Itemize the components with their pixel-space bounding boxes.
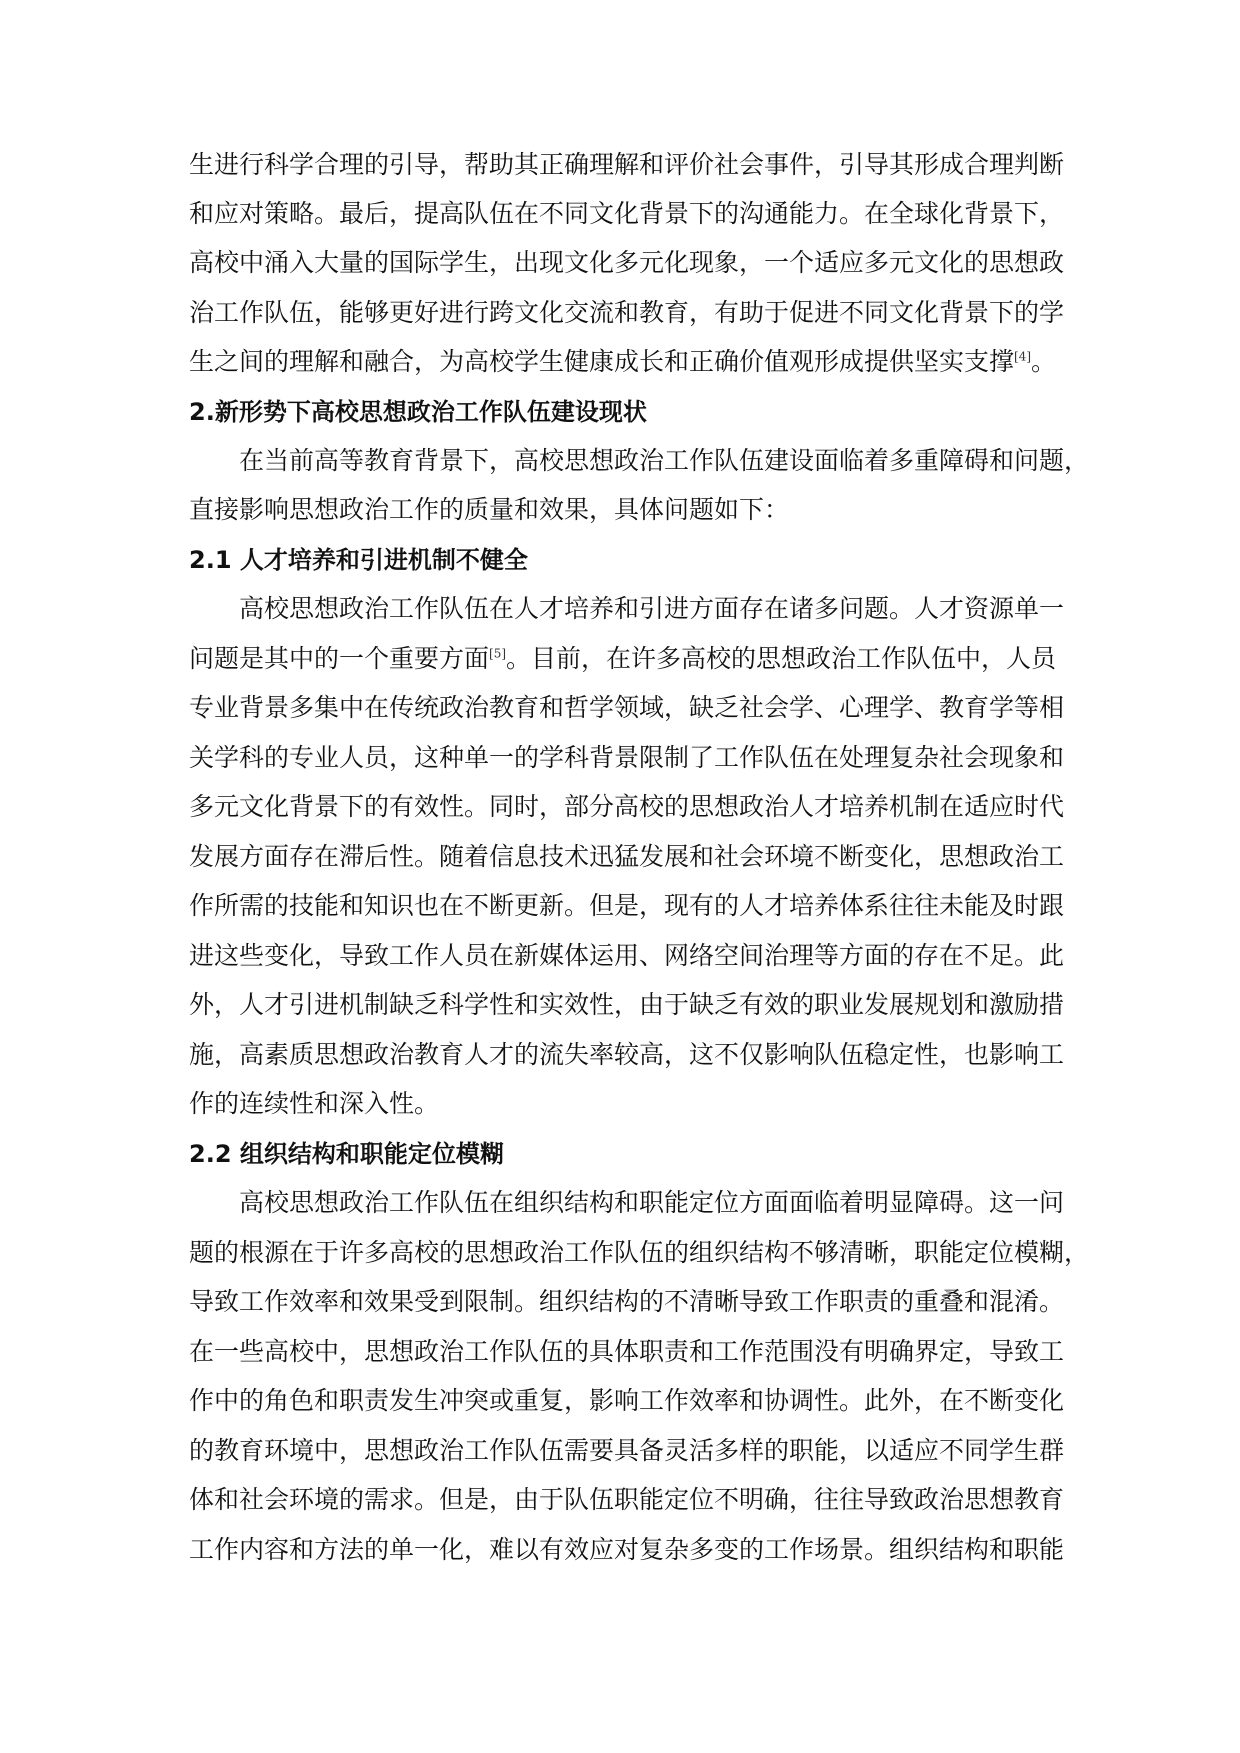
text-line: 和应对策略。最后，提高队伍在不同文化背景下的沟通能力。在全球化背景下， [189, 199, 1065, 228]
text-line: 多元文化背景下的有效性。同时，部分高校的思想政治人才培养机制在适应时代 [189, 792, 1065, 821]
text-line: 治工作队伍，能够更好进行跨文化交流和教育，有助于促进不同文化背景下的学 [189, 298, 1065, 327]
text-line: 生进行科学合理的引导，帮助其正确理解和评价社会事件，引导其形成合理判断 [189, 150, 1065, 179]
text-line: 作中的角色和职责发生冲突或重复，影响工作效率和协调性。此外，在不断变化 [189, 1386, 1065, 1415]
text-span: 生之间的理解和融合，为高校学生健康成长和正确价值观形成提供坚实支撑 [189, 347, 1015, 376]
text-line: 在一些高校中，思想政治工作队伍的具体职责和工作范围没有明确界定，导致工 [189, 1337, 1065, 1366]
text-line: 在当前高等教育背景下，高校思想政治工作队伍建设面临着多重障碍和问题， [239, 446, 1090, 475]
text-line [189, 345, 1057, 379]
text-line: 作的连续性和深入性。 [189, 1089, 440, 1118]
section-heading: 2.新形势下高校思想政治工作队伍建设现状 [189, 398, 647, 426]
subsection-heading: 2.1 人才培养和引进机制不健全 [189, 546, 528, 574]
text-line [189, 642, 1057, 676]
text-line: 工作内容和方法的单一化，难以有效应对复杂多变的工作场景。组织结构和职能 [189, 1535, 1065, 1564]
text-line: 的教育环境中，思想政治工作队伍需要具备灵活多样的职能，以适应不同学生群 [189, 1436, 1065, 1465]
text-span: 。目前，在许多高校的思想政治工作队伍中，人员 [506, 644, 1057, 673]
text-line: 关学科的专业人员，这种单一的学科背景限制了工作队伍在处理复杂社会现象和 [189, 743, 1065, 772]
citation-marker[interactable]: [5] [489, 646, 507, 661]
text-line: 高校思想政治工作队伍在人才培养和引进方面存在诸多问题。人才资源单一 [239, 594, 1065, 623]
text-line: 发展方面存在滞后性。随着信息技术迅猛发展和社会环境不断变化，思想政治工 [189, 842, 1065, 871]
citation-marker[interactable]: [4] [1014, 349, 1032, 364]
text-line: 直接影响思想政治工作的质量和效果，具体问题如下： [189, 495, 790, 524]
text-line: 专业背景多集中在传统政治教育和哲学领域，缺乏社会学、心理学、教育学等相 [189, 693, 1065, 722]
text-line: 导致工作效率和效果受到限制。组织结构的不清晰导致工作职责的重叠和混淆。 [189, 1287, 1065, 1316]
subsection-heading: 2.2 组织结构和职能定位模糊 [189, 1140, 504, 1168]
text-line: 施，高素质思想政治教育人才的流失率较高，这不仅影响队伍稳定性，也影响工 [189, 1040, 1065, 1069]
text-line: 高校思想政治工作队伍在组织结构和职能定位方面面临着明显障碍。这一问 [239, 1188, 1065, 1217]
text-line: 体和社会环境的需求。但是，由于队伍职能定位不明确，往往导致政治思想教育 [189, 1485, 1065, 1514]
text-line: 题的根源在于许多高校的思想政治工作队伍的组织结构不够清晰，职能定位模糊， [189, 1238, 1090, 1267]
text-line: 外，人才引进机制缺乏科学性和实效性，由于缺乏有效的职业发展规划和激励措 [189, 990, 1065, 1019]
text-line: 进这些变化，导致工作人员在新媒体运用、网络空间治理等方面的存在不足。此 [189, 941, 1065, 970]
text-line: 作所需的技能和知识也在不断更新。但是，现有的人才培养体系往往未能及时跟 [189, 891, 1065, 920]
text-span: 问题是其中的一个重要方面 [189, 644, 490, 673]
text-span: 。 [1031, 347, 1057, 376]
text-line: 高校中涌入大量的国际学生，出现文化多元化现象，一个适应多元文化的思想政 [189, 248, 1065, 277]
